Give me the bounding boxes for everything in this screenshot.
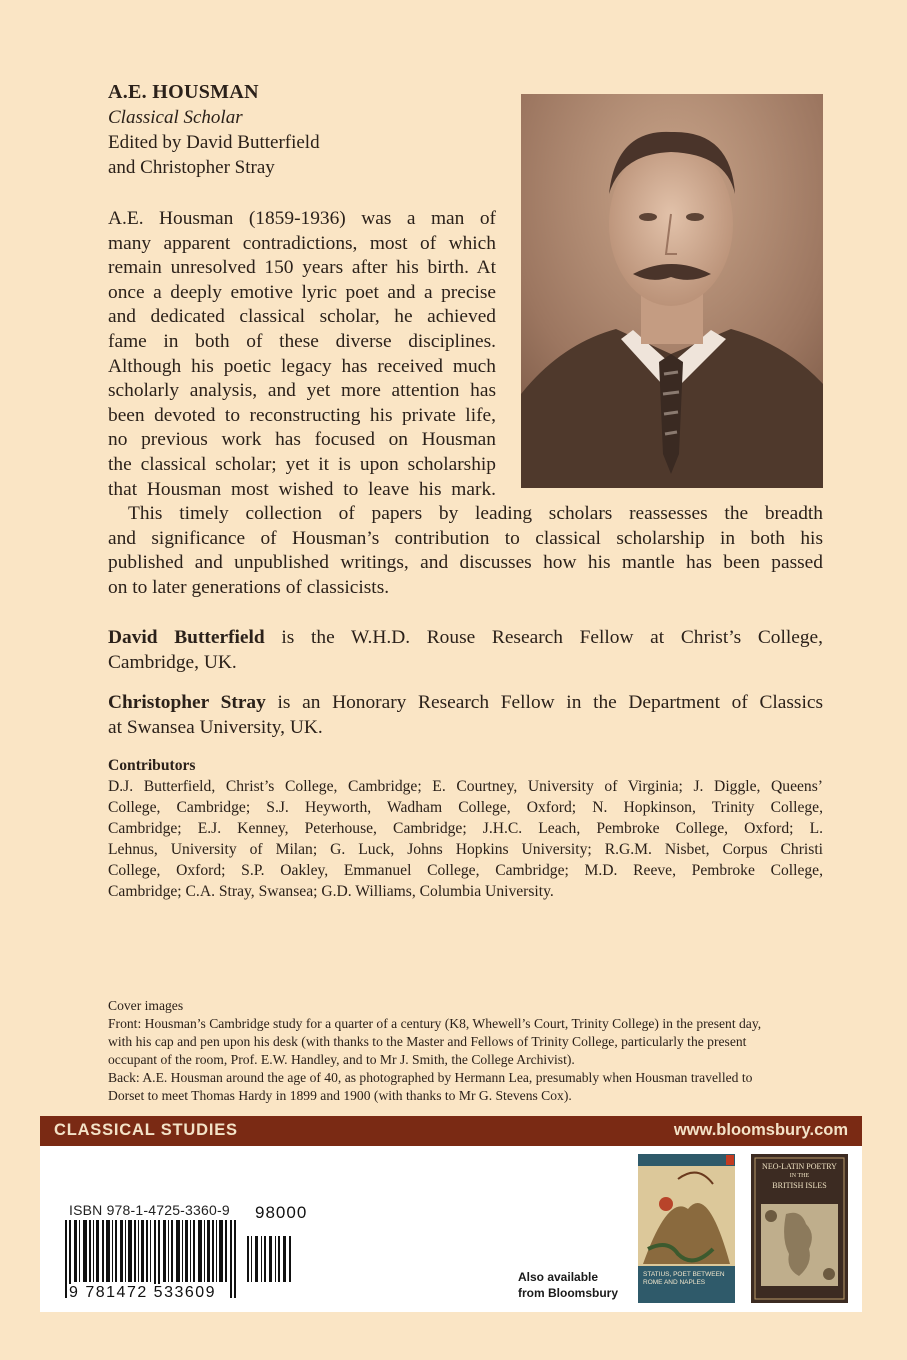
portrait-illustration [521, 94, 823, 488]
editors-line-2: and Christopher Stray [108, 157, 275, 178]
contributors-line: Cambridge; E.J. Kenney, Peterhouse, Cambridge; J.H.C. Leach, Pembroke College, Oxford; L. [108, 820, 823, 837]
blurb-line: on to later generations of classicists. [108, 576, 390, 598]
editor-bio-text: is an Honorary Research Fellow in the Department of Classics [265, 692, 824, 713]
author-photograph [521, 94, 823, 488]
editor-bio-butterfield [108, 625, 823, 675]
editor-bio-text: Cambridge, UK. [108, 652, 237, 673]
editor-name: Christopher Stray [108, 692, 266, 713]
blurb-line: been devoted to reconstructing his private life, [108, 404, 496, 426]
related-book-statius[interactable] [638, 1154, 735, 1303]
footer-panel [40, 1146, 862, 1312]
blurb-line: and dedicated classical scholar, he achieved [108, 306, 496, 328]
blurb-line: A.E. Housman (1859-1936) was a man of [108, 208, 496, 229]
cover-images-line: Back: A.E. Housman around the age of 40, as photographed by Hermann Lea, presumably when Housman travelled to [108, 1070, 753, 1085]
related-book-neo-latin[interactable] [751, 1154, 848, 1303]
contributors-line: D.J. Butterfield, Christ’s College, Cambridge; E. Courtney, University of Virginia; J. Diggle, Queens’ [108, 778, 823, 795]
editors-line-1: Edited by David Butterfield [108, 132, 320, 153]
book2-title-line: IN THE [789, 1172, 810, 1179]
blurb-paragraph-2 [108, 502, 823, 600]
blurb-line: fame in both of these diverse disciplines. [108, 330, 496, 352]
book2-title-line: BRITISH ISLES [772, 1181, 827, 1190]
blurb-line: no previous work has focused on Housman [108, 429, 496, 451]
blurb-line: the classical scholar; yet it is upon scholarship [108, 453, 496, 475]
book1-title-line: ROME AND NAPLES [643, 1279, 706, 1286]
isbn-label: ISBN 978-1-4725-3360-9 [69, 1202, 230, 1218]
also-available-line-2: from Bloomsbury [518, 1286, 619, 1300]
cover-images-credits [108, 997, 823, 1105]
contributors-line: Lehnus, University of Milan; G. Luck, Johns Hopkins University; R.G.M. Nisbet, Corpus Christi [108, 841, 823, 858]
blurb-line: Although his poetic legacy has received much [108, 355, 496, 377]
publisher-website-link[interactable]: www.bloomsbury.com [673, 1121, 848, 1139]
series-band [40, 1116, 862, 1146]
cover-images-line: Front: Housman’s Cambridge study for a quarter of a century (K8, Whewell’s Court, Trinity College) in the present day, [108, 1016, 762, 1031]
book-title: A.E. HOUSMAN [108, 81, 259, 103]
book2-title [751, 1162, 848, 1191]
blurb-line: remain unresolved 150 years after his birth. At [108, 257, 496, 279]
cover-images-heading: Cover images [108, 998, 184, 1013]
contributors-line: College, Oxford; S.P. Oakley, Emmanuel College, Cambridge; M.D. Reeve, Pembroke College, [108, 862, 823, 879]
cover-images-line: occupant of the room, Prof. E.W. Handley, and to Mr J. Smith, the College Archivist). [108, 1052, 575, 1067]
blurb-line: and significance of Housman’s contribution to classical scholarship in both his [108, 527, 823, 549]
book1-title [643, 1271, 725, 1287]
book2-title-line: NEO-LATIN POETRY [762, 1162, 837, 1171]
book1-title-line: STATIUS, POET BETWEEN [643, 1271, 725, 1278]
contributors-line: Cambridge; C.A. Stray, Swansea; G.D. Williams, Columbia University. [108, 883, 554, 900]
editor-bio-stray [108, 690, 823, 740]
contributors-section [108, 755, 823, 902]
cover-images-line: with his cap and pen upon his desk (with thanks to the Master and Fellows of Trinity College, particularly the present [108, 1034, 747, 1049]
title-block [108, 80, 508, 180]
series-label: CLASSICAL STUDIES [54, 1121, 238, 1139]
blurb-line: This timely collection of papers by leading scholars reassesses the breadth [128, 503, 823, 524]
also-available-label [518, 1269, 618, 1301]
contributors-heading: Contributors [108, 757, 196, 774]
book-subtitle: Classical Scholar [108, 107, 243, 128]
contributors-line: College, Cambridge; S.J. Heyworth, Wadham College, Oxford; N. Hopkinson, Trinity College, [108, 799, 823, 816]
editor-name: David Butterfield [108, 627, 265, 648]
blurb-line: scholarly analysis, and yet more attention has [108, 380, 496, 402]
price-code: 98000 [255, 1203, 308, 1222]
cover-images-line: Dorset to meet Thomas Hardy in 1899 and 1900 (with thanks to Mr G. Stevens Cox). [108, 1088, 572, 1103]
editor-bio-text: at Swansea University, UK. [108, 717, 323, 738]
blurb-paragraph-1 [108, 207, 496, 502]
editor-bio-text: is the W.H.D. Rouse Research Fellow at Christ’s College, [264, 627, 823, 648]
also-available-line-1: Also available [518, 1270, 599, 1284]
blurb-line: that Housman most wished to leave his mark. [108, 478, 496, 500]
blurb-line: once a deeply emotive lyric poet and a precise [108, 281, 496, 303]
blurb-line: published and unpublished writings, and discusses how his mantle has been passed [108, 552, 823, 574]
blurb-line: many apparent contradictions, most of which [108, 232, 496, 254]
barcode-digits: 9 781472 533609 [69, 1284, 217, 1301]
